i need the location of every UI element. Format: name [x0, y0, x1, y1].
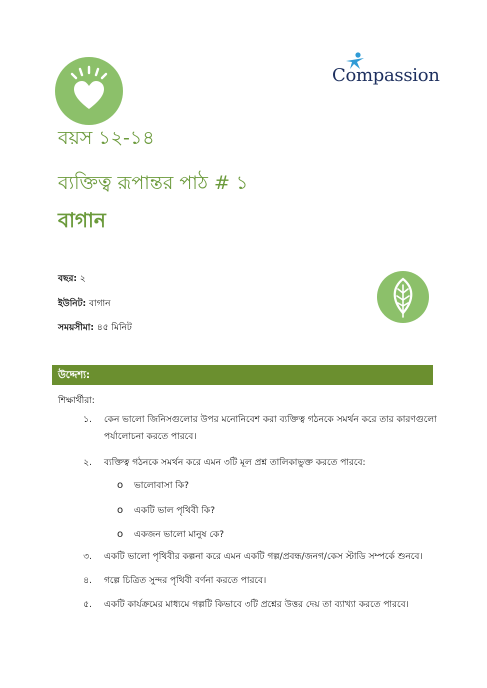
list-item-number: ৫. [83, 600, 92, 610]
leaf-badge [377, 271, 429, 323]
meta-time-label: সময়সীমা: [58, 323, 94, 333]
meta-time [58, 320, 132, 335]
sub-item-text: একটি ভাল পৃথিবী কি? [134, 506, 215, 516]
age-range: বয়স ১২-১৪ [58, 127, 155, 149]
meta-unit [58, 296, 111, 311]
list-item-text: একটি ভালো পৃথিবীর কল্পনা করে এমন একটি গল্প/প্রবন্ধ/জনগ/কেস স্টাডি সম্পর্কে শুনবে। [104, 552, 423, 562]
heart-badge [55, 57, 123, 125]
logo-text: Compassion [332, 65, 440, 86]
objectives-intro: শিক্ষার্থীরা: [58, 396, 95, 406]
list-item-number: ৪. [83, 576, 92, 586]
meta-unit-label: ইউনিট: [58, 299, 87, 309]
meta-time-value: ৪৫ মিনিট [96, 323, 132, 333]
list-item-text-cont: পর্যালোচনা করতে পারবে। [104, 432, 197, 442]
objectives-header-bar [52, 365, 433, 385]
sub-item-text: ভালোবাসা কি? [134, 481, 189, 491]
page-title: বাগান [58, 208, 106, 232]
list-item-number: ১. [83, 415, 92, 425]
meta-year-label: বছর: [58, 274, 78, 284]
meta-year-value: ২ [79, 274, 86, 284]
meta-unit-value: বাগান [89, 299, 111, 309]
heart-icon [55, 57, 123, 125]
sub-bullet: o [117, 480, 124, 491]
list-item-text: কেন ভালো জিনিসগুলোর উপর মনোনিবেশ করা ব্যক্তিত্ব গঠনকে সমর্থন করে তার কারণগুলো [104, 415, 437, 425]
list-item-text: ব্যক্তিত্ব গঠনকে সমর্থন করে এমন ৩টি মূল প্রশ্ন তালিকাভুক্ত করতে পারবে: [104, 458, 366, 468]
objectives-heading: উদ্দেশ্য: [58, 370, 91, 381]
sub-bullet: o [117, 529, 124, 540]
list-item-text: একটি কার্যক্রমের মাধ্যমে গল্পটি কিভাবে ৩টি প্রশ্নের উত্তর দেয় তা ব্যাখ্যা করতে পারবে। [104, 600, 409, 610]
list-item-number: ৩. [83, 552, 92, 562]
lesson-title: ব্যক্তিত্ব রূপান্তর পাঠ # ১ [58, 172, 249, 194]
meta-year [58, 271, 86, 286]
sub-item-text: একজন ভালো মানুষ কে? [134, 530, 225, 540]
list-item-text: গল্পে চিত্রিত সুন্দর পৃথিবী বর্ণনা করতে পারবে। [104, 576, 267, 586]
compassion-logo [328, 52, 440, 92]
sub-bullet: o [117, 505, 124, 516]
list-item-number: ২. [83, 458, 92, 468]
leaf-icon [377, 271, 429, 323]
